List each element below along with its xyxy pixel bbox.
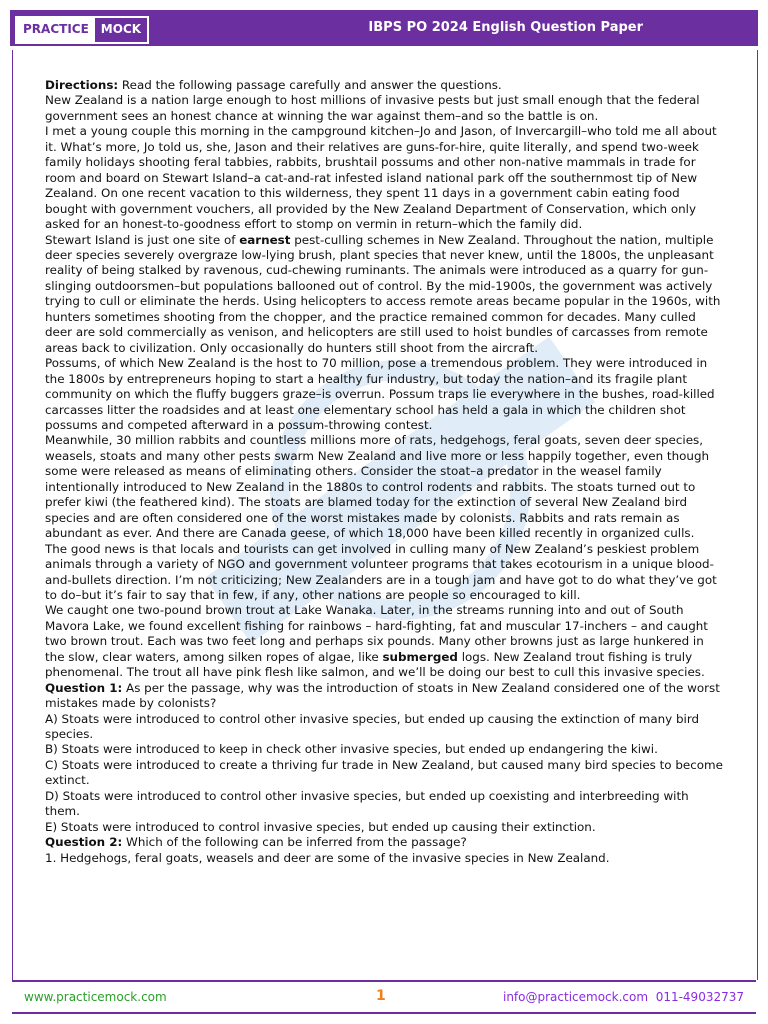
question-2-statement-1: 1. Hedgehogs, feral goats, weasels and deer are some of the invasive species in New Zealand. <box>45 850 610 865</box>
question-1-text: As per the passage, why was the introduction of stoats in New Zealand considered one of the worst mistakes made by colonists? <box>45 680 720 711</box>
passage-paragraph-1: New Zealand is a nation large enough to host millions of invasive pests but just small enough that the federal government sees an honest chance at winning the war against them–and so the battle is on. <box>45 93 700 123</box>
passage-paragraph-3 <box>45 233 725 357</box>
p3-text-after: pest-culling schemes in New Zealand. Throughout the nation, multiple deer species severely overgraze low-lying brush, plant species that never knew, until the 1800s, the unpleasant reality of being stalked by ravenous, cud-chewing ruminants. The animals were introduced as a quarry for gun-slinging outdoorsmen–but populations ballooned out of control. By the mid-1900s, the government was actively trying to cull or eliminate the herds. Using helicopters to access remote areas became popular in the 1960s, with hunters sometimes shooting from the chopper, and the practice remained common for decades. Many culled deer are sold commercially as venison, and helicopters are still used to hoist bundles of carcasses from remote areas back to civilization. Only occasionally do hunters still shoot from the aircraft. <box>45 232 721 355</box>
question-2-label: Question 2: <box>45 835 123 850</box>
directions-label: Directions: <box>45 78 119 92</box>
passage-paragraph-4: Possums, of which New Zealand is the host to 70 million, pose a tremendous problem. They were introduced in the 1800s by entrepreneurs hoping to start a healthy fur industry, but today the nation–and its fragile plant community on which the fluffy buggers graze–is overrun. Possum traps lie everywhere in the bushes, road-killed carcasses litter the roadsides and at least one elementary school has held a gala in which the children shot possums and competed afterward in a possum-throwing contest. <box>45 356 715 432</box>
passage-paragraph-5: Meanwhile, 30 million rabbits and countless millions more of rats, hedgehogs, feral goats, seven deer species, weasels, stoats and many other pests swarm New Zealand and live more or less happily together, even though some were released as means of eliminating others. Consider the stoat–a predator in the weasel family intentionally introduced to New Zealand in the 1880s to control rodents and rabbits. The stoats turned out to prefer kiwi (the feathered kind). The stoats are blamed today for the extinction of several New Zealand bird species and are often considered one of the worst mistakes made by colonists. Rabbits and rats remain as abundant as ever. And there are Canada geese, of which 18,000 have been killed recently in organized culls. <box>45 433 710 541</box>
directions <box>45 78 725 93</box>
page-number: 1 <box>376 988 386 1004</box>
p7-text-before: We caught one two-pound brown trout at Lake Wanaka. Later, in the streams running into and out of South Mavora Lake, we found excellent fishing for rainbows – hard-fighting, fat and muscular 17-inchers – and caught two brown trout. Each was two feet long and perhaps six pounds. Many other browns just as large hunkered in the slow, clear waters, among silken ropes of algae, like <box>45 603 708 664</box>
directions-text: Read the following passage carefully and answer the questions. <box>118 78 502 92</box>
footer-bottom-border <box>12 1012 756 1014</box>
main-content <box>45 78 725 866</box>
passage-paragraph-6: The good news is that locals and tourists can get involved in culling many of New Zealand’s peskiest problem animals through a variety of NGO and government volunteer programs that takes ecotourism in a unique blood-and-bullets direction. I’m not criticizing; New Zealanders are in a tough jam and have got to do what they’ve got to do–but it’s fair to say that in few, if any, other nations are people so encouraged to kill. <box>45 541 717 602</box>
p7-text-after: logs. New Zealand trout fishing is truly phenomenal. The trout all have pink flesh like salmon, and we’ll be doing our best to cull this invasive species. <box>45 649 705 680</box>
footer-phone: 011-49032737 <box>655 990 744 1004</box>
brand-logo <box>15 16 149 44</box>
logo-practice-text: PRACTICE <box>17 18 95 42</box>
p3-bold-word: earnest <box>239 232 291 247</box>
p7-bold-word: submerged <box>382 649 458 664</box>
question-1-option-a: A) Stoats were introduced to control other invasive species, but ended up causing the extinction of many bird species. <box>45 711 700 742</box>
question-1-option-d: D) Stoats were introduced to control other invasive species, but ended up coexisting and interbreeding with them. <box>45 788 689 819</box>
question-1 <box>45 681 725 712</box>
question-2 <box>45 835 725 850</box>
footer-website-link[interactable]: www.practicemock.com <box>24 990 167 1004</box>
question-1-option-c: C) Stoats were introduced to create a thriving fur trade in New Zealand, but caused many bird species to become extinct. <box>45 757 723 788</box>
paper-title: IBPS PO 2024 English Question Paper <box>368 20 643 35</box>
question-1-option-e: E) Stoats were introduced to control invasive species, but ended up causing their extinction. <box>45 819 596 834</box>
footer-contact <box>503 990 744 1004</box>
passage-paragraph-7 <box>45 603 725 680</box>
page-footer <box>12 982 756 1012</box>
footer-email-link[interactable]: info@practicemock.com <box>502 990 649 1004</box>
p3-text-before: Stewart Island is just one site of <box>45 232 240 247</box>
page-header <box>0 0 768 52</box>
passage-paragraph-2: I met a young couple this morning in the campground kitchen–Jo and Jason, of Invercargill–who told me all about it. What’s more, Jo told us, she, Jason and their relatives are guns-for-hire, quite literally, and spend two-week family holidays shooting feral tabbies, rabbits, brushtail possums and other non-native mammals in trade for room and board on Stewart Island–a cat-and-rat infested island national park off the southernmost tip of New Zealand. On one recent vacation to this wilderness, they spent 11 days in a government cabin eating food bought with government vouchers, all provided by the New Zealand Department of Conservation, which only asked for an honest-to-goodness effort to stomp on vermin in return–which the family did. <box>45 124 717 232</box>
logo-mock-text: MOCK <box>95 18 147 42</box>
question-1-label: Question 1: <box>45 680 123 695</box>
question-2-text: Which of the following can be inferred from the passage? <box>122 835 467 850</box>
question-1-option-b: B) Stoats were introduced to keep in check other invasive species, but ended up endangering the kiwi. <box>45 742 658 757</box>
